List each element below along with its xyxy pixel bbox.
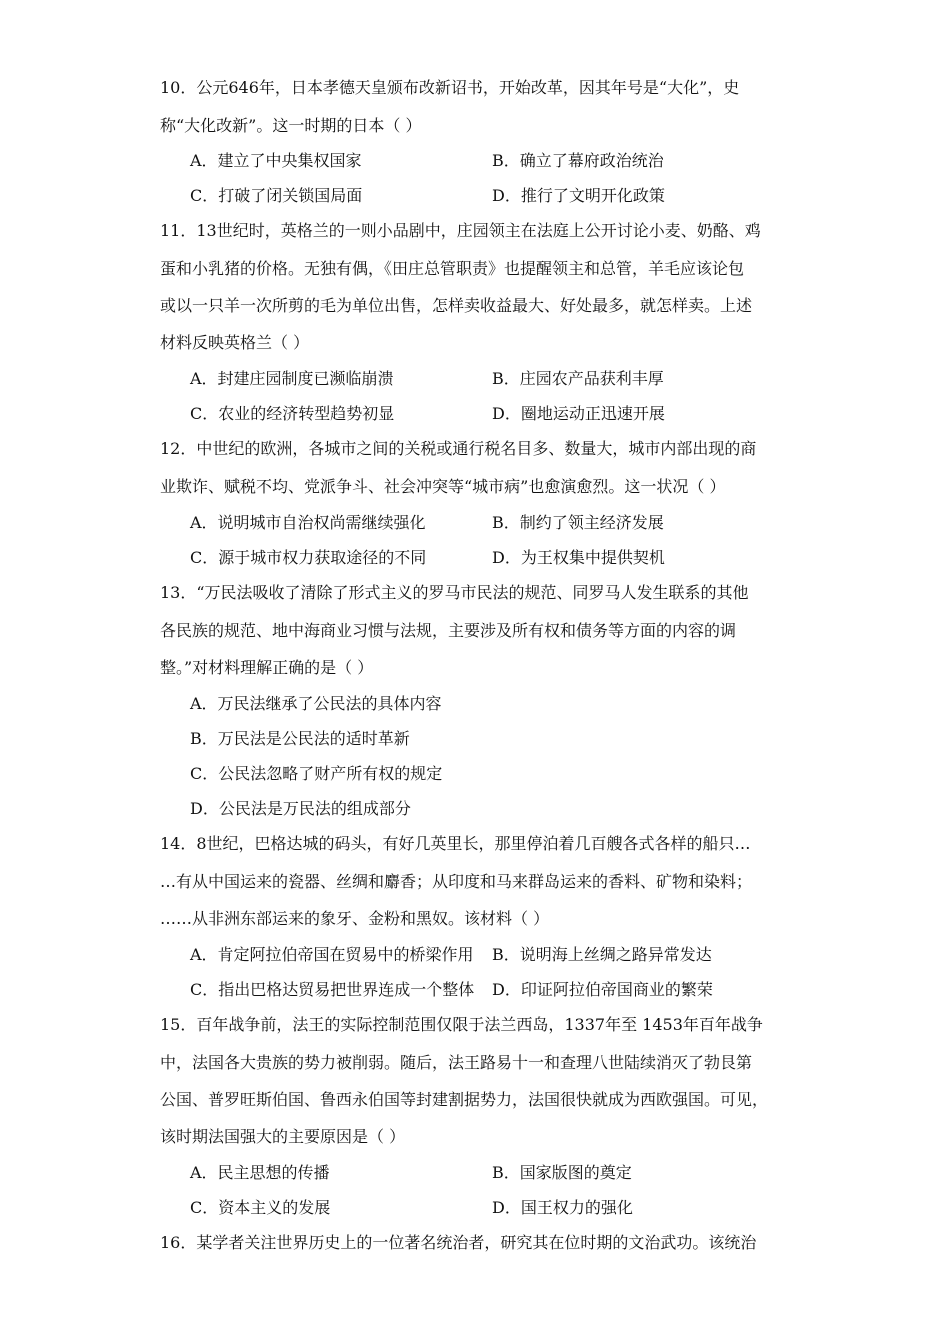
question-13-option-a: A．万民法继承了公民法的具体内容 xyxy=(190,694,442,713)
question-12-option-a: A．说明城市自治权尚需继续强化 xyxy=(190,513,426,532)
question-11-stem-line-3: 或以一只羊一次所剪的毛为单位出售，怎样卖收益最大、好处最多，就怎样卖。上述 xyxy=(160,296,753,315)
question-11-stem-line-1: 11．13世纪时，英格兰的一则小品剧中，庄园领主在法庭上公开讨论小麦、奶酪、鸡 xyxy=(160,221,761,240)
question-16-stem-line-1: 16．某学者关注世界历史上的一位著名统治者，研究其在位时期的文治武功。该统治 xyxy=(160,1233,757,1252)
question-15-stem-line-2: 中，法国各大贵族的势力被削弱。随后，法王路易十一和查理八世陆续消灭了勃艮第 xyxy=(160,1053,753,1072)
question-11-stem-line-4: 材料反映英格兰（ ） xyxy=(160,333,310,352)
question-12-option-b: B．制约了领主经济发展 xyxy=(492,513,664,532)
question-10-option-a: A．建立了中央集权国家 xyxy=(190,151,362,170)
question-14-option-c: C．指出巴格达贸易把世界连成一个整体 xyxy=(190,980,475,999)
question-12-option-c: C．源于城市权力获取途径的不同 xyxy=(190,548,427,567)
question-10-option-c: C．打破了闭关锁国局面 xyxy=(190,186,363,205)
question-11-option-d: D．圈地运动正迅速开展 xyxy=(492,404,665,423)
question-15-stem-line-4: 该时期法国强大的主要原因是（ ） xyxy=(160,1127,406,1146)
question-12-stem-line-2: 业欺诈、赋税不均、党派争斗、社会冲突等“城市病”也愈演愈烈。这一状况（ ） xyxy=(160,477,726,496)
question-13-stem-line-1: 13．“万民法吸收了清除了形式主义的罗马市民法的规范、同罗马人发生联系的其他 xyxy=(160,583,749,602)
question-12-stem-line-1: 12．中世纪的欧洲，各城市之间的关税或通行税名目多、数量大，城市内部出现的商 xyxy=(160,439,757,458)
question-10-option-d: D．推行了文明开化政策 xyxy=(492,186,665,205)
question-15-option-c: C．资本主义的发展 xyxy=(190,1198,331,1217)
question-13-option-d: D．公民法是万民法的组成部分 xyxy=(190,799,411,818)
question-13-stem-line-3: 整。”对材料理解正确的是（ ） xyxy=(160,658,374,677)
question-15-option-b: B．国家版图的奠定 xyxy=(492,1163,632,1182)
question-12-option-d: D．为王权集中提供契机 xyxy=(492,548,665,567)
question-11-option-c: C．农业的经济转型趋势初显 xyxy=(190,404,395,423)
question-13-option-b: B．万民法是公民法的适时革新 xyxy=(190,729,410,748)
question-14-stem-line-3: ……从非洲东部运来的象牙、金粉和黑奴。该材料（ ） xyxy=(160,909,550,928)
question-10-stem-line-1: 10．公元646年，日本孝德天皇颁布改新诏书，开始改革，因其年号是“大化”，史 xyxy=(160,78,740,97)
question-14-option-b: B．说明海上丝绸之路异常发达 xyxy=(492,945,712,964)
question-15-stem-line-3: 公国、普罗旺斯伯国、鲁西永伯国等封建割据势力，法国很快就成为西欧强国。可见， xyxy=(160,1090,769,1109)
question-11-stem-line-2: 蛋和小乳猪的价格。无独有偶，《田庄总管职责》也提醒领主和总管，羊毛应该论包 xyxy=(160,259,745,278)
question-13-option-c: C．公民法忽略了财产所有权的规定 xyxy=(190,764,443,783)
question-10-stem-line-2: 称“大化改新”。这一时期的日本（ ） xyxy=(160,116,422,135)
question-15-option-d: D．国王权力的强化 xyxy=(492,1198,633,1217)
question-13-stem-line-2: 各民族的规范、地中海商业习惯与法规，主要涉及所有权和债务等方面的内容的调 xyxy=(160,621,737,640)
question-10-option-b: B．确立了幕府政治统治 xyxy=(492,151,664,170)
question-15-stem-line-1: 15．百年战争前，法王的实际控制范围仅限于法兰西岛，1337年至 1453年百年战争 xyxy=(160,1015,763,1034)
question-14-option-d: D．印证阿拉伯帝国商业的繁荣 xyxy=(492,980,713,999)
question-11-option-b: B．庄园农产品获利丰厚 xyxy=(492,369,664,388)
question-14-stem-line-2: …有从中国运来的瓷器、丝绸和麝香；从印度和马来群岛运来的香料、矿物和染料； xyxy=(160,872,753,891)
question-14-option-a: A．肯定阿拉伯帝国在贸易中的桥梁作用 xyxy=(190,945,474,964)
question-11-option-a: A．封建庄园制度已濒临崩溃 xyxy=(190,369,394,388)
question-15-option-a: A．民主思想的传播 xyxy=(190,1163,330,1182)
question-14-stem-line-1: 14．8世纪，巴格达城的码头，有好几英里长，那里停泊着几百艘各式各样的船只… xyxy=(160,834,751,853)
